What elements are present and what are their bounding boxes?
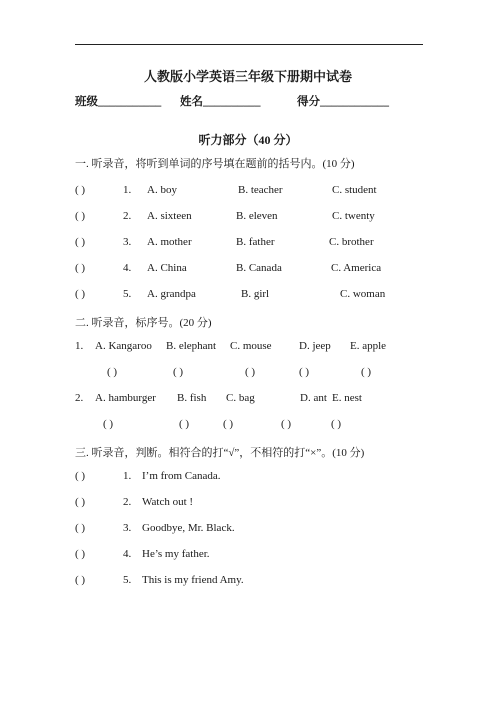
class-field: 班级___________ <box>75 96 162 108</box>
answer-paren: ( ) <box>281 418 292 430</box>
statement-number: 4. <box>123 548 132 560</box>
question-number: 3. <box>123 236 132 248</box>
question-number: 1. <box>123 184 132 196</box>
option-b: B. father <box>236 236 275 248</box>
part1-instruction: 一. 听录音，将听到单词的序号填在题前的括号内。(10 分) <box>75 158 355 170</box>
word-option: D. jeep <box>299 340 331 352</box>
statement-text: Watch out ! <box>142 496 194 508</box>
statement-text: He’s my father. <box>142 548 210 560</box>
statement-text: I’m from Canada. <box>142 470 221 482</box>
answer-paren: ( ) <box>75 470 86 482</box>
question-number: 4. <box>123 262 132 274</box>
word-option: B. fish <box>177 392 207 404</box>
option-b: B. eleven <box>236 210 278 222</box>
statement-number: 2. <box>123 496 132 508</box>
answer-paren: ( ) <box>75 210 86 222</box>
option-a: A. China <box>147 262 187 274</box>
option-c: C. America <box>331 262 382 274</box>
answer-paren: ( ) <box>75 288 86 300</box>
statement-number: 3. <box>123 522 132 534</box>
word-option: D. ant <box>300 392 327 404</box>
statement-text: This is my friend Amy. <box>142 574 244 586</box>
answer-paren: ( ) <box>75 262 86 274</box>
answer-paren: ( ) <box>299 366 310 378</box>
header-rule <box>75 44 423 45</box>
answer-paren: ( ) <box>331 418 342 430</box>
answer-paren: ( ) <box>173 366 184 378</box>
answer-paren: ( ) <box>103 418 114 430</box>
word-option: A. Kangaroo <box>95 340 152 352</box>
answer-paren: ( ) <box>75 574 86 586</box>
option-a: A. mother <box>147 236 192 248</box>
answer-paren: ( ) <box>223 418 234 430</box>
word-option: A. hamburger <box>95 392 156 404</box>
word-option: E. nest <box>332 392 362 404</box>
option-a: A. grandpa <box>147 288 196 300</box>
option-c: C. student <box>332 184 377 196</box>
option-c: C. twenty <box>332 210 375 222</box>
word-option: C. mouse <box>230 340 272 352</box>
statement-number: 5. <box>123 574 132 586</box>
score-field: 得分____________ <box>297 96 389 108</box>
option-a: A. sixteen <box>147 210 192 222</box>
option-b: B. girl <box>241 288 270 300</box>
option-b: B. Canada <box>236 262 282 274</box>
statement-number: 1. <box>123 470 132 482</box>
name-field: 姓名__________ <box>180 96 261 108</box>
page-title: 人教版小学英语三年级下册期中试卷 <box>143 69 352 84</box>
option-c: C. woman <box>340 288 386 300</box>
question-number: 2. <box>123 210 132 222</box>
row-number: 2. <box>75 392 84 404</box>
answer-paren: ( ) <box>75 236 86 248</box>
word-option: E. apple <box>350 340 387 352</box>
answer-paren: ( ) <box>75 522 86 534</box>
answer-paren: ( ) <box>361 366 372 378</box>
answer-paren: ( ) <box>107 366 118 378</box>
answer-paren: ( ) <box>245 366 256 378</box>
option-a: A. boy <box>147 184 177 196</box>
option-c: C. brother <box>329 236 374 248</box>
statement-text: Goodbye, Mr. Black. <box>142 522 235 534</box>
listening-section-title: 听力部分（40 分） <box>198 133 298 147</box>
question-number: 5. <box>123 288 132 300</box>
part3-instruction: 三. 听录音，判断。相符合的打“√”，不相符的打“×”。(10 分) <box>75 447 365 459</box>
row-number: 1. <box>75 340 84 352</box>
word-option: B. elephant <box>166 340 217 352</box>
option-b: B. teacher <box>238 184 283 196</box>
part2-instruction: 二. 听录音，标序号。(20 分) <box>75 317 212 329</box>
answer-paren: ( ) <box>75 496 86 508</box>
answer-paren: ( ) <box>75 548 86 560</box>
answer-paren: ( ) <box>179 418 190 430</box>
word-option: C. bag <box>226 392 255 404</box>
answer-paren: ( ) <box>75 184 86 196</box>
